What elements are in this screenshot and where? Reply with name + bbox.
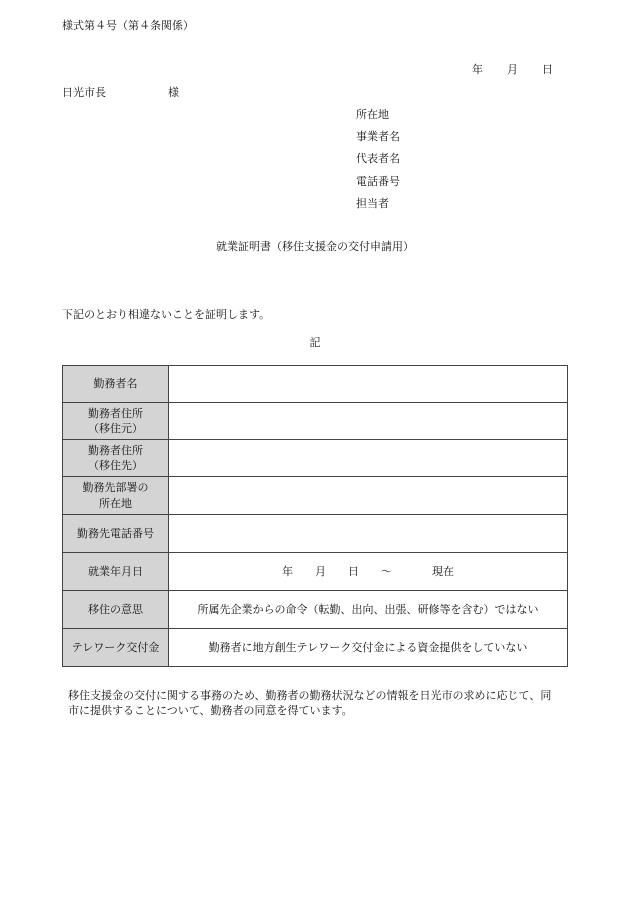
consent-note: 移住支援金の交付に関する事務のため、勤務者の勤務状況などの情報を日光市の求めに応じて、同市に提供することについて、勤務者の同意を得ています。	[68, 689, 552, 717]
employee-name-value[interactable]	[169, 366, 568, 403]
date-month-label: 月	[507, 63, 518, 76]
table-row	[63, 629, 568, 667]
label-line: （移住先）	[88, 459, 143, 472]
office-phone-value[interactable]	[169, 515, 568, 553]
issuer-company-label: 事業者名	[356, 130, 400, 143]
period-year-label: 年	[282, 564, 293, 578]
certificate-table	[62, 365, 568, 667]
issuer-contact-label: 担当者	[356, 197, 389, 210]
office-location-value[interactable]	[169, 477, 568, 515]
table-row	[63, 477, 568, 515]
label-line: 勤務者住所	[88, 443, 143, 457]
table-row	[63, 403, 568, 440]
row-label-prev-address	[63, 403, 169, 440]
date-day-label: 日	[542, 63, 553, 76]
table-row	[63, 366, 568, 403]
table-row	[63, 440, 568, 477]
addressee-name: 日光市長	[62, 86, 106, 99]
row-label-employee-name: 勤務者名	[63, 366, 169, 403]
label-line: 所在地	[99, 496, 132, 510]
date-year-label: 年	[472, 63, 483, 76]
issuer-address-label: 所在地	[356, 108, 389, 121]
addressee-honorific: 様	[168, 86, 179, 99]
issuer-representative-label: 代表者名	[356, 152, 400, 165]
table-row	[63, 553, 568, 591]
table-row	[63, 591, 568, 629]
row-label-employment-date: 就業年月日	[63, 553, 169, 591]
period-day-label: 日	[348, 564, 359, 578]
row-label-office-phone: 勤務先電話番号	[63, 515, 169, 553]
period-month-label: 月	[315, 564, 326, 578]
period-current-label: 現在	[432, 564, 454, 578]
table-row	[63, 515, 568, 553]
issuer-phone-label: 電話番号	[356, 175, 400, 188]
row-label-new-address	[63, 440, 169, 477]
form-number: 様式第４号（第４条関係）	[62, 19, 194, 32]
row-label-telework-grant: テレワーク交付金	[63, 629, 169, 667]
label-line: 勤務者住所	[88, 406, 143, 420]
telework-grant-value: 勤務者に地方創生テレワーク交付金による資金提供をしていない	[169, 629, 568, 667]
prev-address-value[interactable]	[169, 403, 568, 440]
label-line: （移住元）	[88, 422, 143, 435]
relocation-intent-value: 所属先企業からの命令（転勤、出向、出張、研修等を含む）ではない	[169, 591, 568, 629]
intro-text: 下記のとおり相違ないことを証明します。	[62, 308, 271, 321]
document-title: 就業証明書（移住支援金の交付申請用）	[216, 240, 414, 253]
row-label-relocation-intent: 移住の意思	[63, 591, 169, 629]
label-line: 勤務先部署の	[82, 481, 149, 495]
ki-label: 記	[309, 336, 321, 349]
period-tilde: ～	[381, 564, 392, 578]
new-address-value[interactable]	[169, 440, 568, 477]
employment-date-value[interactable]	[169, 553, 568, 591]
row-label-office-location	[63, 477, 169, 515]
